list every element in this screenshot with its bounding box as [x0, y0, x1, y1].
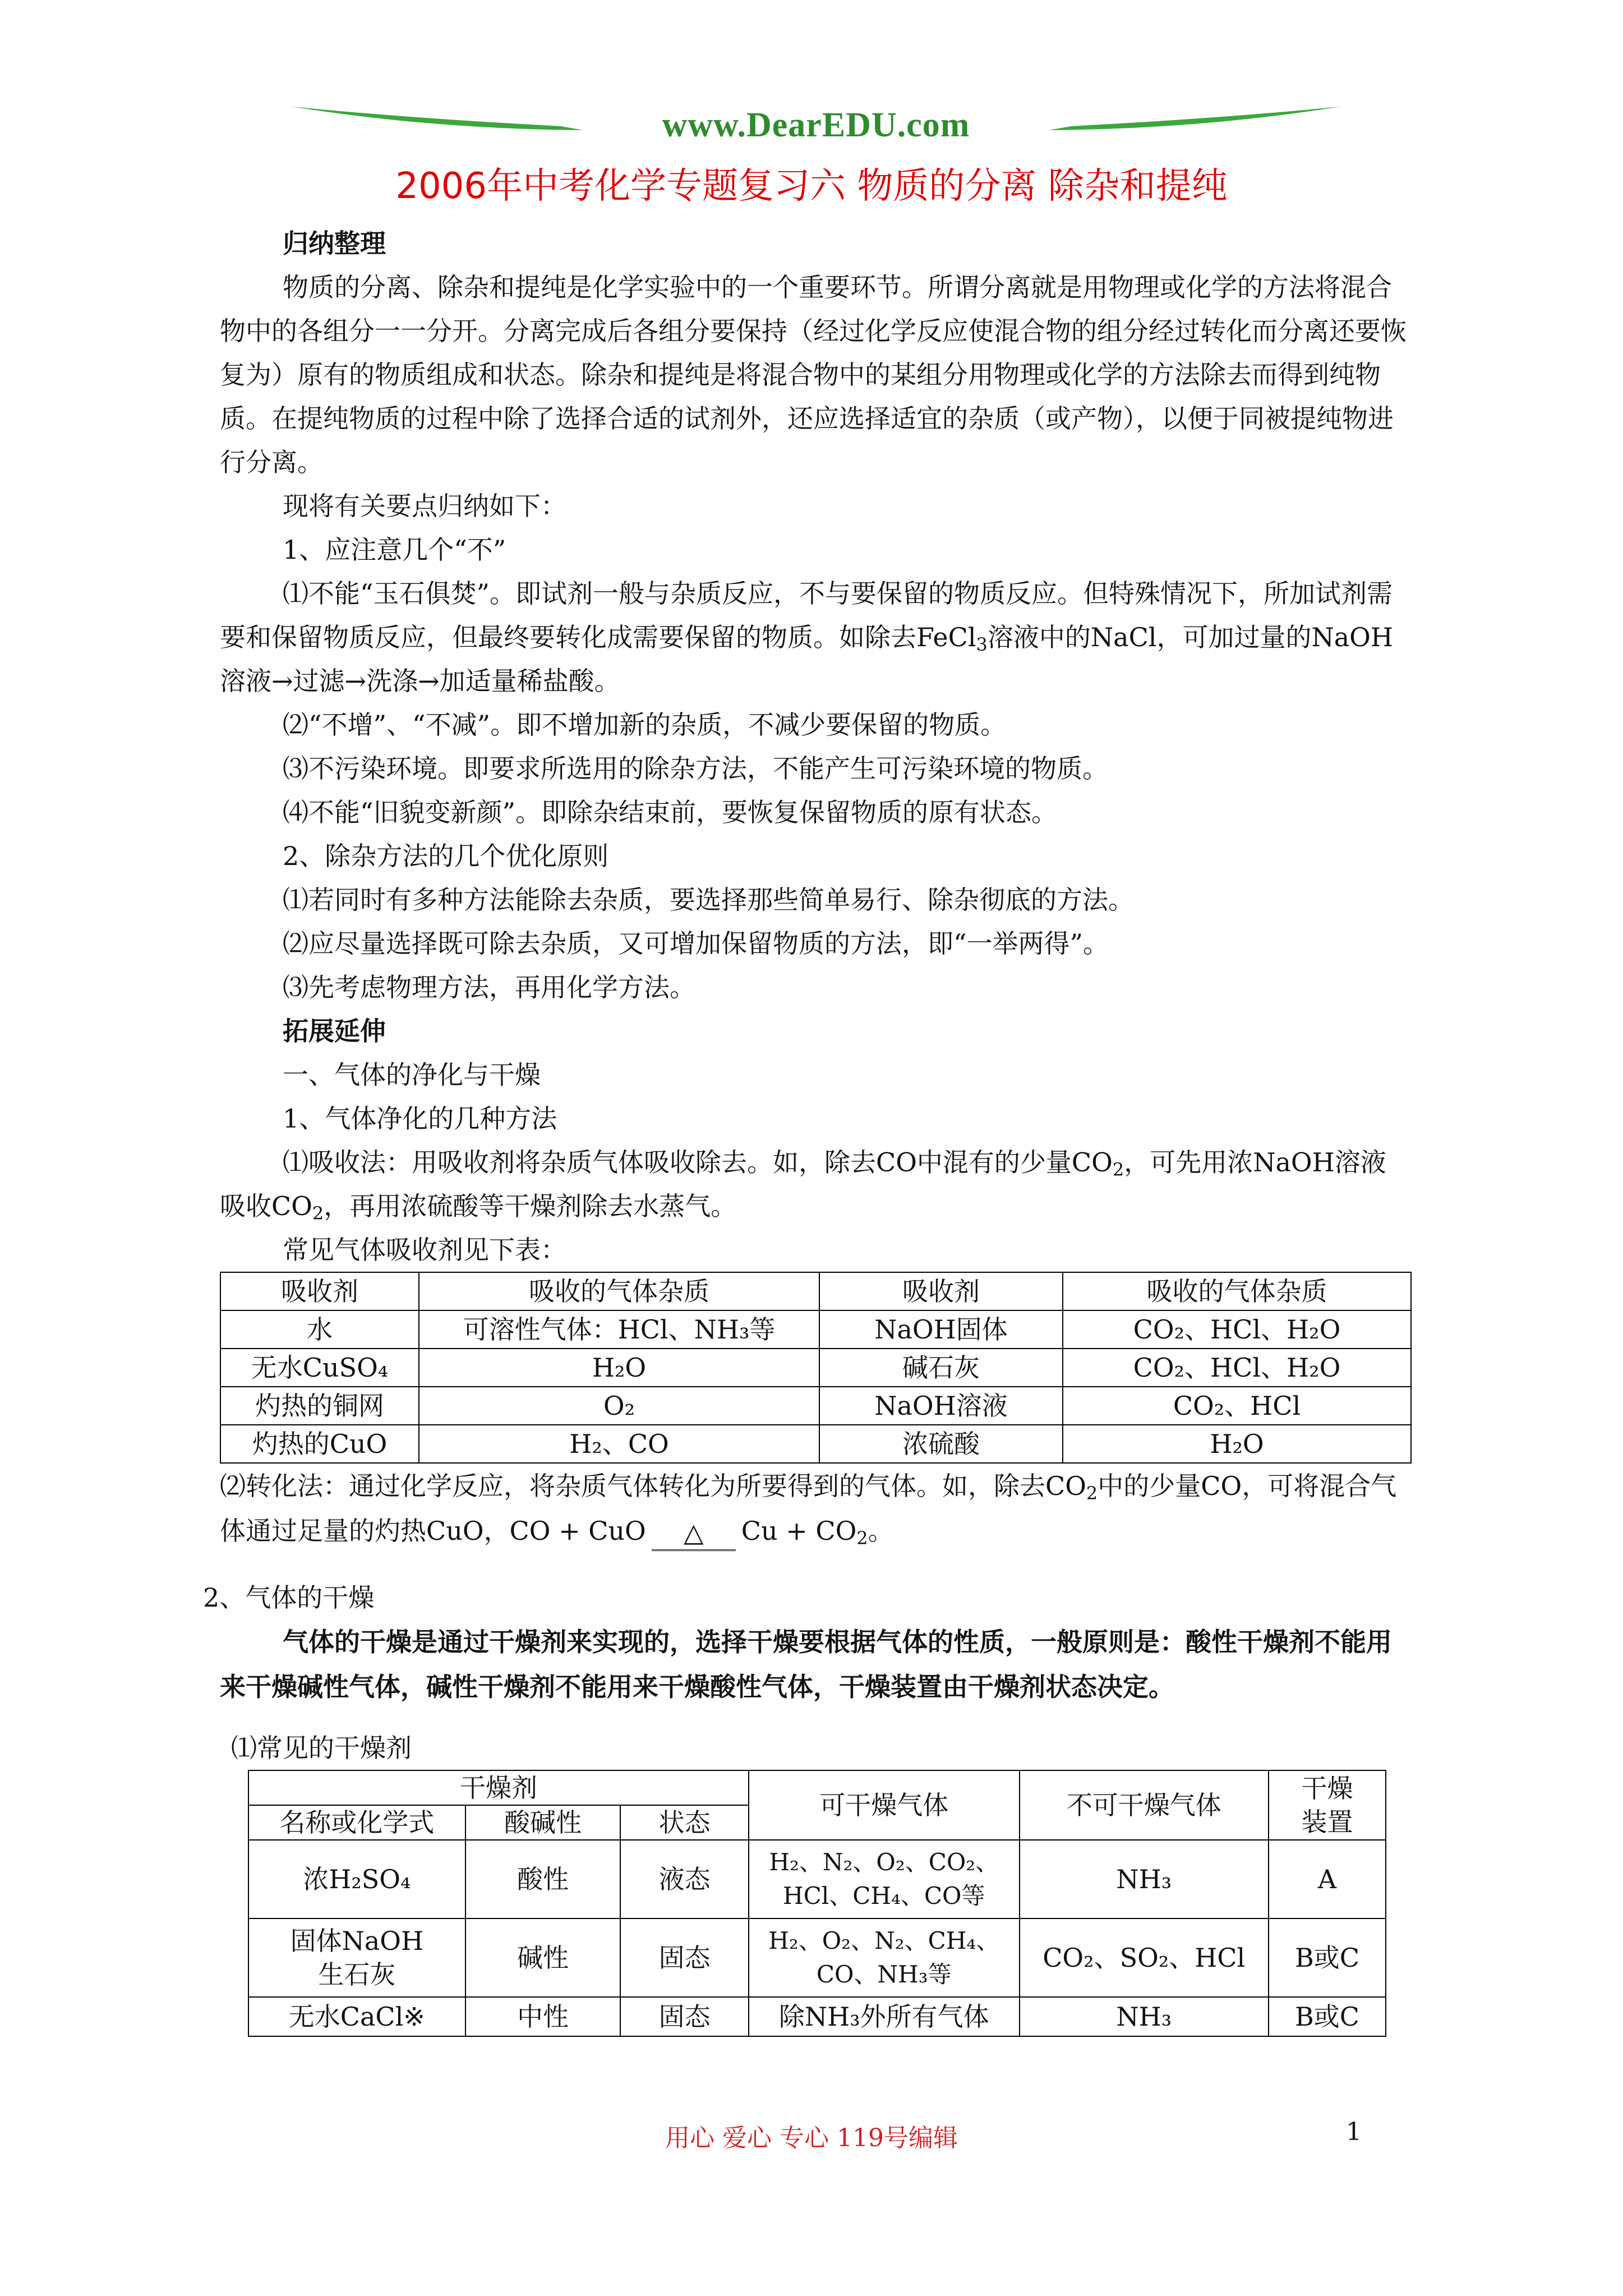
list-item: ⑶先考虑物理方法，再用化学方法。: [283, 972, 695, 1002]
table-cell: 固体NaOH 生石灰: [248, 1918, 465, 1997]
table-cell: H₂、O₂、N₂、CH₄、 CO、NH₃等: [749, 1918, 1020, 1997]
table-header: 酸碱性: [465, 1805, 621, 1840]
bold-paragraph: 气体的干燥是通过干燥剂来实现的，选择干燥要根据气体的性质，一般原则是：酸性干燥剂不能用来干燥碱性气体，碱性干燥剂不能用来干燥酸性气体，干燥装置由干燥剂状态决定。: [220, 1627, 1392, 1702]
table-intro: 常见气体吸收剂见下表：: [283, 1235, 566, 1265]
table-cell: 浓H₂SO₄: [248, 1840, 465, 1918]
page-number: 1: [1346, 2118, 1362, 2146]
table-cell: H₂O: [1063, 1425, 1411, 1463]
section-heading: 归纳整理: [283, 228, 386, 259]
table-row: [220, 1387, 1411, 1425]
table-cell: 碱性: [465, 1918, 621, 1997]
table-row: [248, 1918, 1386, 1997]
table-cell: B或C: [1269, 1918, 1386, 1997]
table-cell: 除NH₃外所有气体: [749, 1997, 1020, 2036]
site-url: www.DearEDU.com: [662, 106, 970, 144]
table-row: [248, 1997, 1386, 2036]
table-header: 吸收剂: [220, 1272, 419, 1310]
table-cell: CO₂、HCl、H₂O: [1063, 1349, 1411, 1387]
page-title: 2006年中考化学专题复习六 物质的分离 除杂和提纯: [395, 165, 1228, 207]
list-item: ⑴不能“玉石俱焚”。即试剂一般与杂质反应，不与要保留的物质反应。但特殊情况下，所加试剂需要和保留物质反应，但最终要转化成需要保留的物质。如除去FeCl$_3$溶液中的NaCl，可加过量的NaOH溶液→过滤→洗涤→加适量稀盐酸。: [220, 578, 1393, 696]
table-header: 吸收的气体杂质: [1063, 1272, 1411, 1310]
list-item: ⑴吸收法：用吸收剂将杂质气体吸收除去。如，除去CO中混有的少量$CO_2$，可先用浓NaOH溶液吸收$CO_2$，再用浓硫酸等干燥剂除去水蒸气。: [220, 1147, 1386, 1224]
absorbent-table: [220, 1272, 1412, 1464]
table-cell: 可溶性气体：HCl、NH₃等: [419, 1310, 819, 1349]
table-cell: 固态: [620, 1918, 748, 1997]
table-cell: O₂: [419, 1387, 819, 1425]
table-row: [220, 1425, 1411, 1463]
table-cell: CO₂、HCl、H₂O: [1063, 1310, 1411, 1349]
table-cell: H₂、N₂、O₂、CO₂、 HCl、CH₄、CO等: [749, 1840, 1020, 1918]
list-item: ⑵“不增”、“不减”。即不增加新的杂质，不减少要保留的物质。: [283, 710, 1007, 740]
subheading: 2、除杂方法的几个优化原则: [283, 841, 609, 871]
heating-condition: △: [652, 1516, 736, 1551]
table-cell: 中性: [465, 1997, 621, 2036]
table-cell: NH₃: [1020, 1840, 1269, 1918]
subheading: 一、气体的净化与干燥: [283, 1060, 541, 1090]
table-cell: B或C: [1269, 1997, 1386, 2036]
table-cell: H₂、CO: [419, 1425, 819, 1463]
desiccant-table: [248, 1770, 1386, 2037]
table-cell: NaOH溶液: [819, 1387, 1063, 1425]
table-cell: NH₃: [1020, 1997, 1269, 2036]
page-footer: 用心 爱心 专心 119号编辑: [665, 2124, 958, 2152]
table-header: 可干燥气体: [749, 1770, 1020, 1840]
list-item: ⑴若同时有多种方法能除去杂质，要选择那些简单易行、除杂彻底的方法。: [283, 885, 1134, 915]
table-header: 吸收的气体杂质: [419, 1272, 819, 1310]
table-cell: 碱石灰: [819, 1349, 1063, 1387]
subheading: 1、应注意几个“不”: [283, 535, 506, 565]
table-cell: 水: [220, 1310, 419, 1349]
table-row: [220, 1310, 1411, 1349]
document-body: [203, 222, 1412, 2037]
table-header: 干燥 装置: [1269, 1770, 1386, 1840]
site-banner: [292, 95, 1340, 146]
paragraph: 现将有关要点归纳如下：: [283, 491, 566, 521]
table-cell: 无水CuSO₄: [220, 1349, 419, 1387]
table-intro: ⑴常见的干燥剂: [231, 1733, 412, 1763]
table-header-row: [220, 1272, 1411, 1310]
list-item: ⑵应尽量选择既可除去杂质，又可增加保留物质的方法，即“一举两得”。: [283, 928, 1109, 959]
table-header: 名称或化学式: [248, 1805, 465, 1840]
table-cell: CO₂、HCl: [1063, 1387, 1411, 1425]
list-item: ⑵转化法：通过化学反应，将杂质气体转化为所要得到的气体。如，除去$CO_2$中的少量CO，可将混合气体通过足量的灼热CuO，CO + CuO △ $Cu + CO_2$。: [220, 1464, 1412, 1553]
subheading: 2、气体的干燥: [203, 1582, 375, 1613]
table-cell: NaOH固体: [819, 1310, 1063, 1349]
table-header: 状态: [620, 1805, 748, 1840]
table-cell: 无水CaCl※: [248, 1997, 465, 2036]
list-item: ⑶不污染环境。即要求所选用的除杂方法，不能产生可污染环境的物质。: [283, 753, 1108, 784]
table-cell: CO₂、SO₂、HCl: [1020, 1918, 1269, 1997]
table-cell: 灼热的铜网: [220, 1387, 419, 1425]
table-header: 吸收剂: [819, 1272, 1063, 1310]
table-row: [220, 1349, 1411, 1387]
table-header: 干燥剂: [248, 1770, 749, 1805]
table-cell: 酸性: [465, 1840, 621, 1918]
table-cell: H₂O: [419, 1349, 819, 1387]
table-cell: A: [1269, 1840, 1386, 1918]
table-row: [248, 1840, 1386, 1918]
table-cell: 灼热的CuO: [220, 1425, 419, 1463]
table-header: 不可干燥气体: [1020, 1770, 1269, 1840]
table-cell: 固态: [620, 1997, 748, 2036]
subheading: 1、气体净化的几种方法: [283, 1103, 557, 1134]
section-heading: 拓展延伸: [283, 1016, 386, 1046]
list-item: ⑷不能“旧貌变新颜”。即除杂结束前，要恢复保留物质的原有状态。: [283, 797, 1058, 827]
table-cell: 浓硫酸: [819, 1425, 1063, 1463]
paragraph: 物质的分离、除杂和提纯是化学实验中的一个重要环节。所谓分离就是用物理或化学的方法将混合物中的各组分一一分开。分离完成后各组分要保持（经过化学反应使混合物的组分经过转化而分离还要恢复为）原有的物质组成和状态。除杂和提纯是将混合物中的某组分用物理或化学的方法除去而得到纯物质。在提纯物质的过程中除了选择合适的试剂外，还应选择适宜的杂质（或产物），以便于同被提纯物进行分离。: [220, 272, 1407, 477]
table-cell: 液态: [620, 1840, 748, 1918]
table-header-row: [248, 1770, 1386, 1805]
